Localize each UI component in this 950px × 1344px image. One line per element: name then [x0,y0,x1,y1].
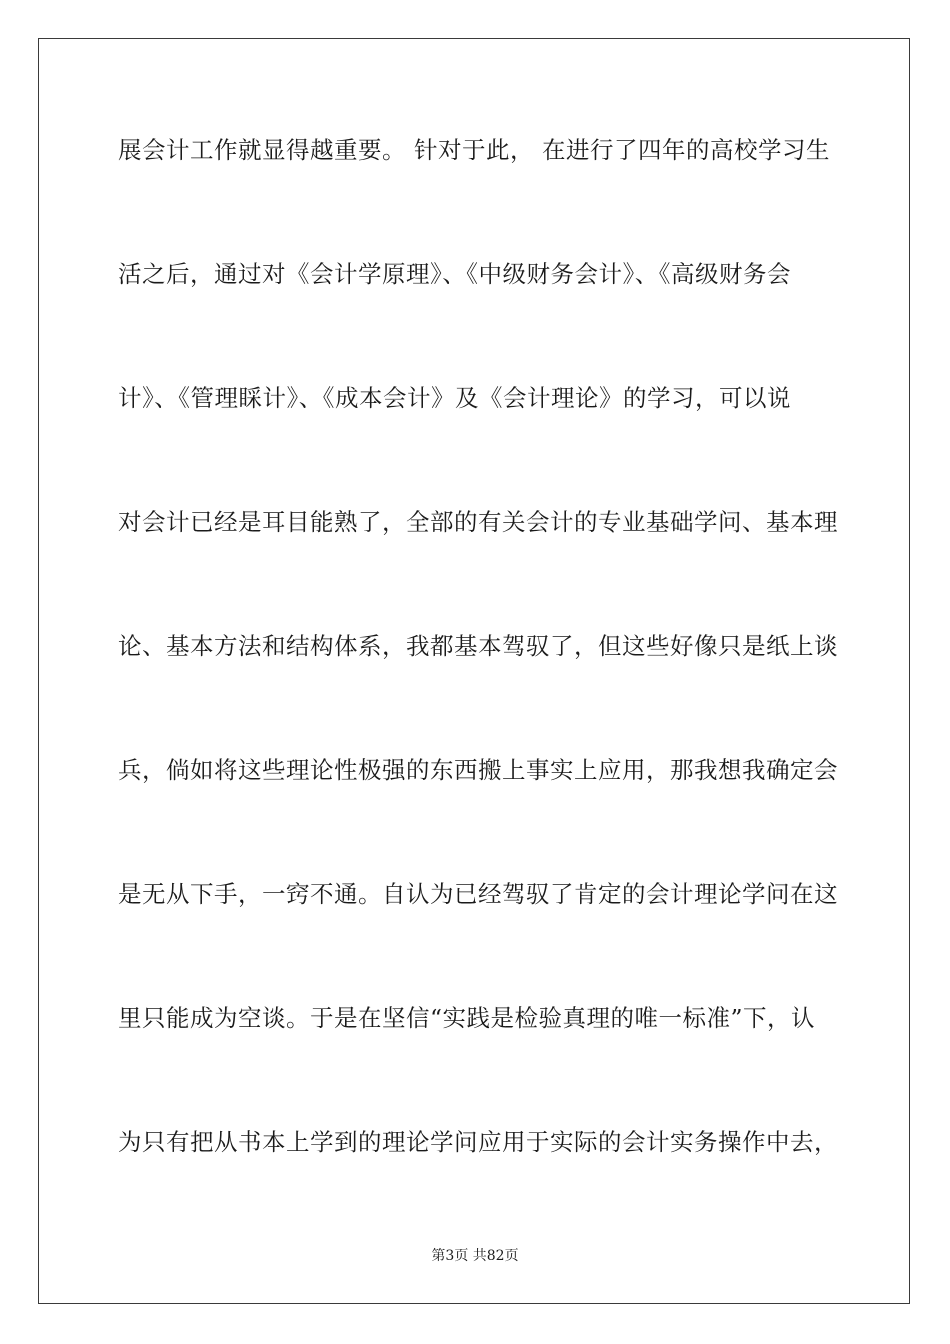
text-line: 活之后，通过对《会计学原理》、《中级财务会计》、《高级财务会 [118,260,791,288]
text-line: 计》、《管理睬计》、《成本会计》及《会计理论》的学习，可以说 [118,384,791,412]
page-border [38,38,910,1304]
text-line: 是无从下手，一窍不通。自认为已经驾驭了肯定的会计理论学问在这 [118,880,838,908]
text-line: 为只有把从书本上学到的理论学问应用于实际的会计实务操作中去， [118,1128,838,1156]
text-line: 对会计已经是耳目能熟了，全部的有关会计的专业基础学问、基本理 [118,508,838,536]
text-line: 里只能成为空谈。于是在坚信“实践是检验真理的唯一标准”下，认 [118,1004,816,1032]
text-line: 展会计工作就显得越重要。 针对于此， 在进行了四年的高校学习生 [118,136,830,164]
text-line: 论、基本方法和结构体系，我都基本驾驭了，但这些好像只是纸上谈 [118,632,838,660]
text-line: 兵，倘如将这些理论性极强的东西搬上事实上应用，那我想我确定会 [118,756,838,784]
page-number-footer: 第3页 共82页 [431,1248,519,1264]
